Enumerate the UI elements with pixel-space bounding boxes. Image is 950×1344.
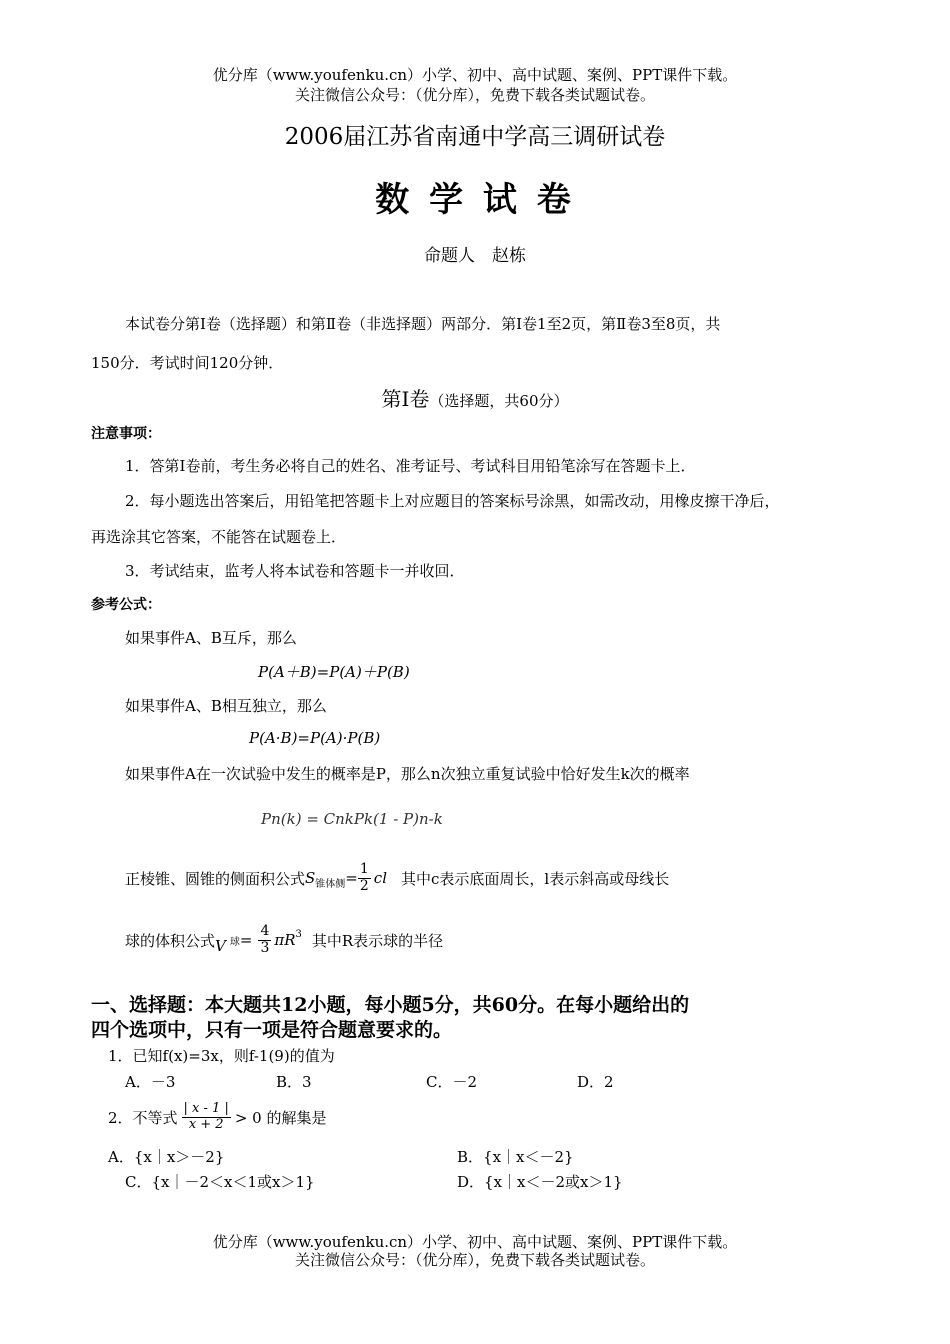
q1-stem: 1．已知f(x)=3x，则f-1(9)的值为 (108, 1047, 335, 1065)
sphere-fraction (258, 924, 271, 956)
q1-option-d: D．2 (577, 1073, 614, 1091)
notice-item-2-line-2: 再选涂其它答案，不能答在试题卷上． (91, 528, 347, 546)
sphere-V: V (215, 937, 226, 955)
formulas-heading: 参考公式： (91, 597, 161, 613)
section1-heading-line-2: 四个选项中，只有一项是符合题意要求的。 (91, 1019, 453, 1041)
sphere-equals: = (239, 931, 253, 949)
part1-title-main: 第Ⅰ卷 (381, 387, 430, 411)
exam-subtitle: 2006届江苏省南通中学高三调研试卷 (284, 124, 666, 150)
q2-stem (108, 1095, 327, 1139)
sphere-formula-line (125, 915, 443, 965)
sphere-text-b: 其中R表示球的半径 (311, 931, 444, 950)
part1-title (0, 383, 950, 412)
cone-text-a: 正棱锥、圆锥的侧面积公式 (125, 869, 306, 888)
intro-line-1: 本试卷分第Ⅰ卷（选择题）和第Ⅱ卷（非选择题）两部分．第Ⅰ卷1至2页，第Ⅱ卷3至8页，共 (125, 315, 721, 333)
section1-heading-line-1: 一、选择题：本大题共12小题，每小题5分，共60分。在每小题给出的 (91, 994, 690, 1016)
cone-subscript: 锥体侧 (315, 878, 346, 890)
q2-fraction-numerator: | x - 1 | (183, 1101, 229, 1117)
mutex-text: 如果事件A、B互斥，那么 (125, 629, 297, 647)
cone-S: S (305, 869, 316, 887)
footer-line-1: 优分库（www.youfenku.cn）小学、初中、高中试题、案例、PPT课件下载。 (212, 1233, 738, 1251)
exam-author: 命题人 赵栋 (424, 246, 526, 266)
part1-title-sub: （选择题，共60分） (429, 392, 569, 410)
q1-option-b: B．3 (276, 1073, 312, 1091)
notice-heading: 注意事项： (91, 426, 161, 442)
sphere-denominator: 3 (260, 939, 270, 956)
q2-option-b: B．{x｜x＜－2} (457, 1148, 574, 1166)
q1-option-a: A．－3 (125, 1073, 176, 1091)
mutex-formula: P(A＋B)=P(A)＋P(B) (258, 663, 410, 681)
sphere-pi-r: πR (274, 931, 296, 949)
sphere-text-a: 球的体积公式 (125, 931, 216, 950)
q1-option-c: C．－2 (426, 1073, 478, 1091)
header-line-1: 优分库（www.youfenku.cn）小学、初中、高中试题、案例、PPT课件下载。 (212, 66, 738, 84)
footer-line-2: 关注微信公众号：（优分库），免费下载各类试题试卷。 (294, 1251, 655, 1269)
binom-text: 如果事件A在一次试验中发生的概率是P，那么n次独立重复试验中恰好发生k次的概率 (125, 765, 690, 783)
q2-fraction-denominator: x + 2 (188, 1116, 224, 1132)
sphere-numerator: 4 (260, 923, 270, 940)
q2-stem-b: > 0 的解集是 (234, 1108, 327, 1127)
indep-formula: P(A·B)=P(A)·P(B) (249, 729, 381, 747)
sphere-subscript: 球 (229, 936, 240, 948)
indep-text: 如果事件A、B相互独立，那么 (125, 697, 327, 715)
notice-item-1: 1．答第Ⅰ卷前，考生务必将自己的姓名、准考证号、考试科目用铅笔涂写在答题卡上． (125, 457, 696, 475)
cone-equals: = (345, 869, 358, 887)
q2-fraction (182, 1102, 231, 1132)
q2-stem-a: 2．不等式 (108, 1108, 178, 1127)
cone-formula-line (125, 855, 669, 901)
cone-cl: cl (373, 869, 387, 887)
header-line-2: 关注微信公众号：（优分库），免费下载各类试题试卷。 (294, 86, 655, 104)
notice-item-2-line-1: 2．每小题选出答案后，用铅笔把答题卡上对应题目的答案标号涂黑，如需改动，用橡皮擦干净后， (125, 492, 780, 510)
exam-title: 数 学 试 卷 (375, 180, 575, 220)
q2-option-d: D．{x｜x＜－2或x＞1} (457, 1173, 623, 1191)
intro-line-2: 150分．考试时间120分钟． (91, 354, 284, 372)
q2-option-a: A．{x｜x＞－2} (108, 1148, 225, 1166)
cone-text-b: 其中c表示底面周长，l表示斜高或母线长 (401, 869, 670, 888)
cone-fraction (358, 862, 371, 894)
cone-numerator: 1 (359, 861, 369, 878)
binom-formula: Pn(k) = CnkPk(1 - P)n-k (261, 810, 443, 828)
sphere-exponent: 3 (295, 928, 302, 940)
notice-item-3: 3．考试结束，监考人将本试卷和答题卡一并收回． (125, 562, 465, 580)
q2-option-c: C．{x｜－2＜x＜1或x＞1} (125, 1173, 315, 1191)
cone-denominator: 2 (359, 877, 369, 894)
